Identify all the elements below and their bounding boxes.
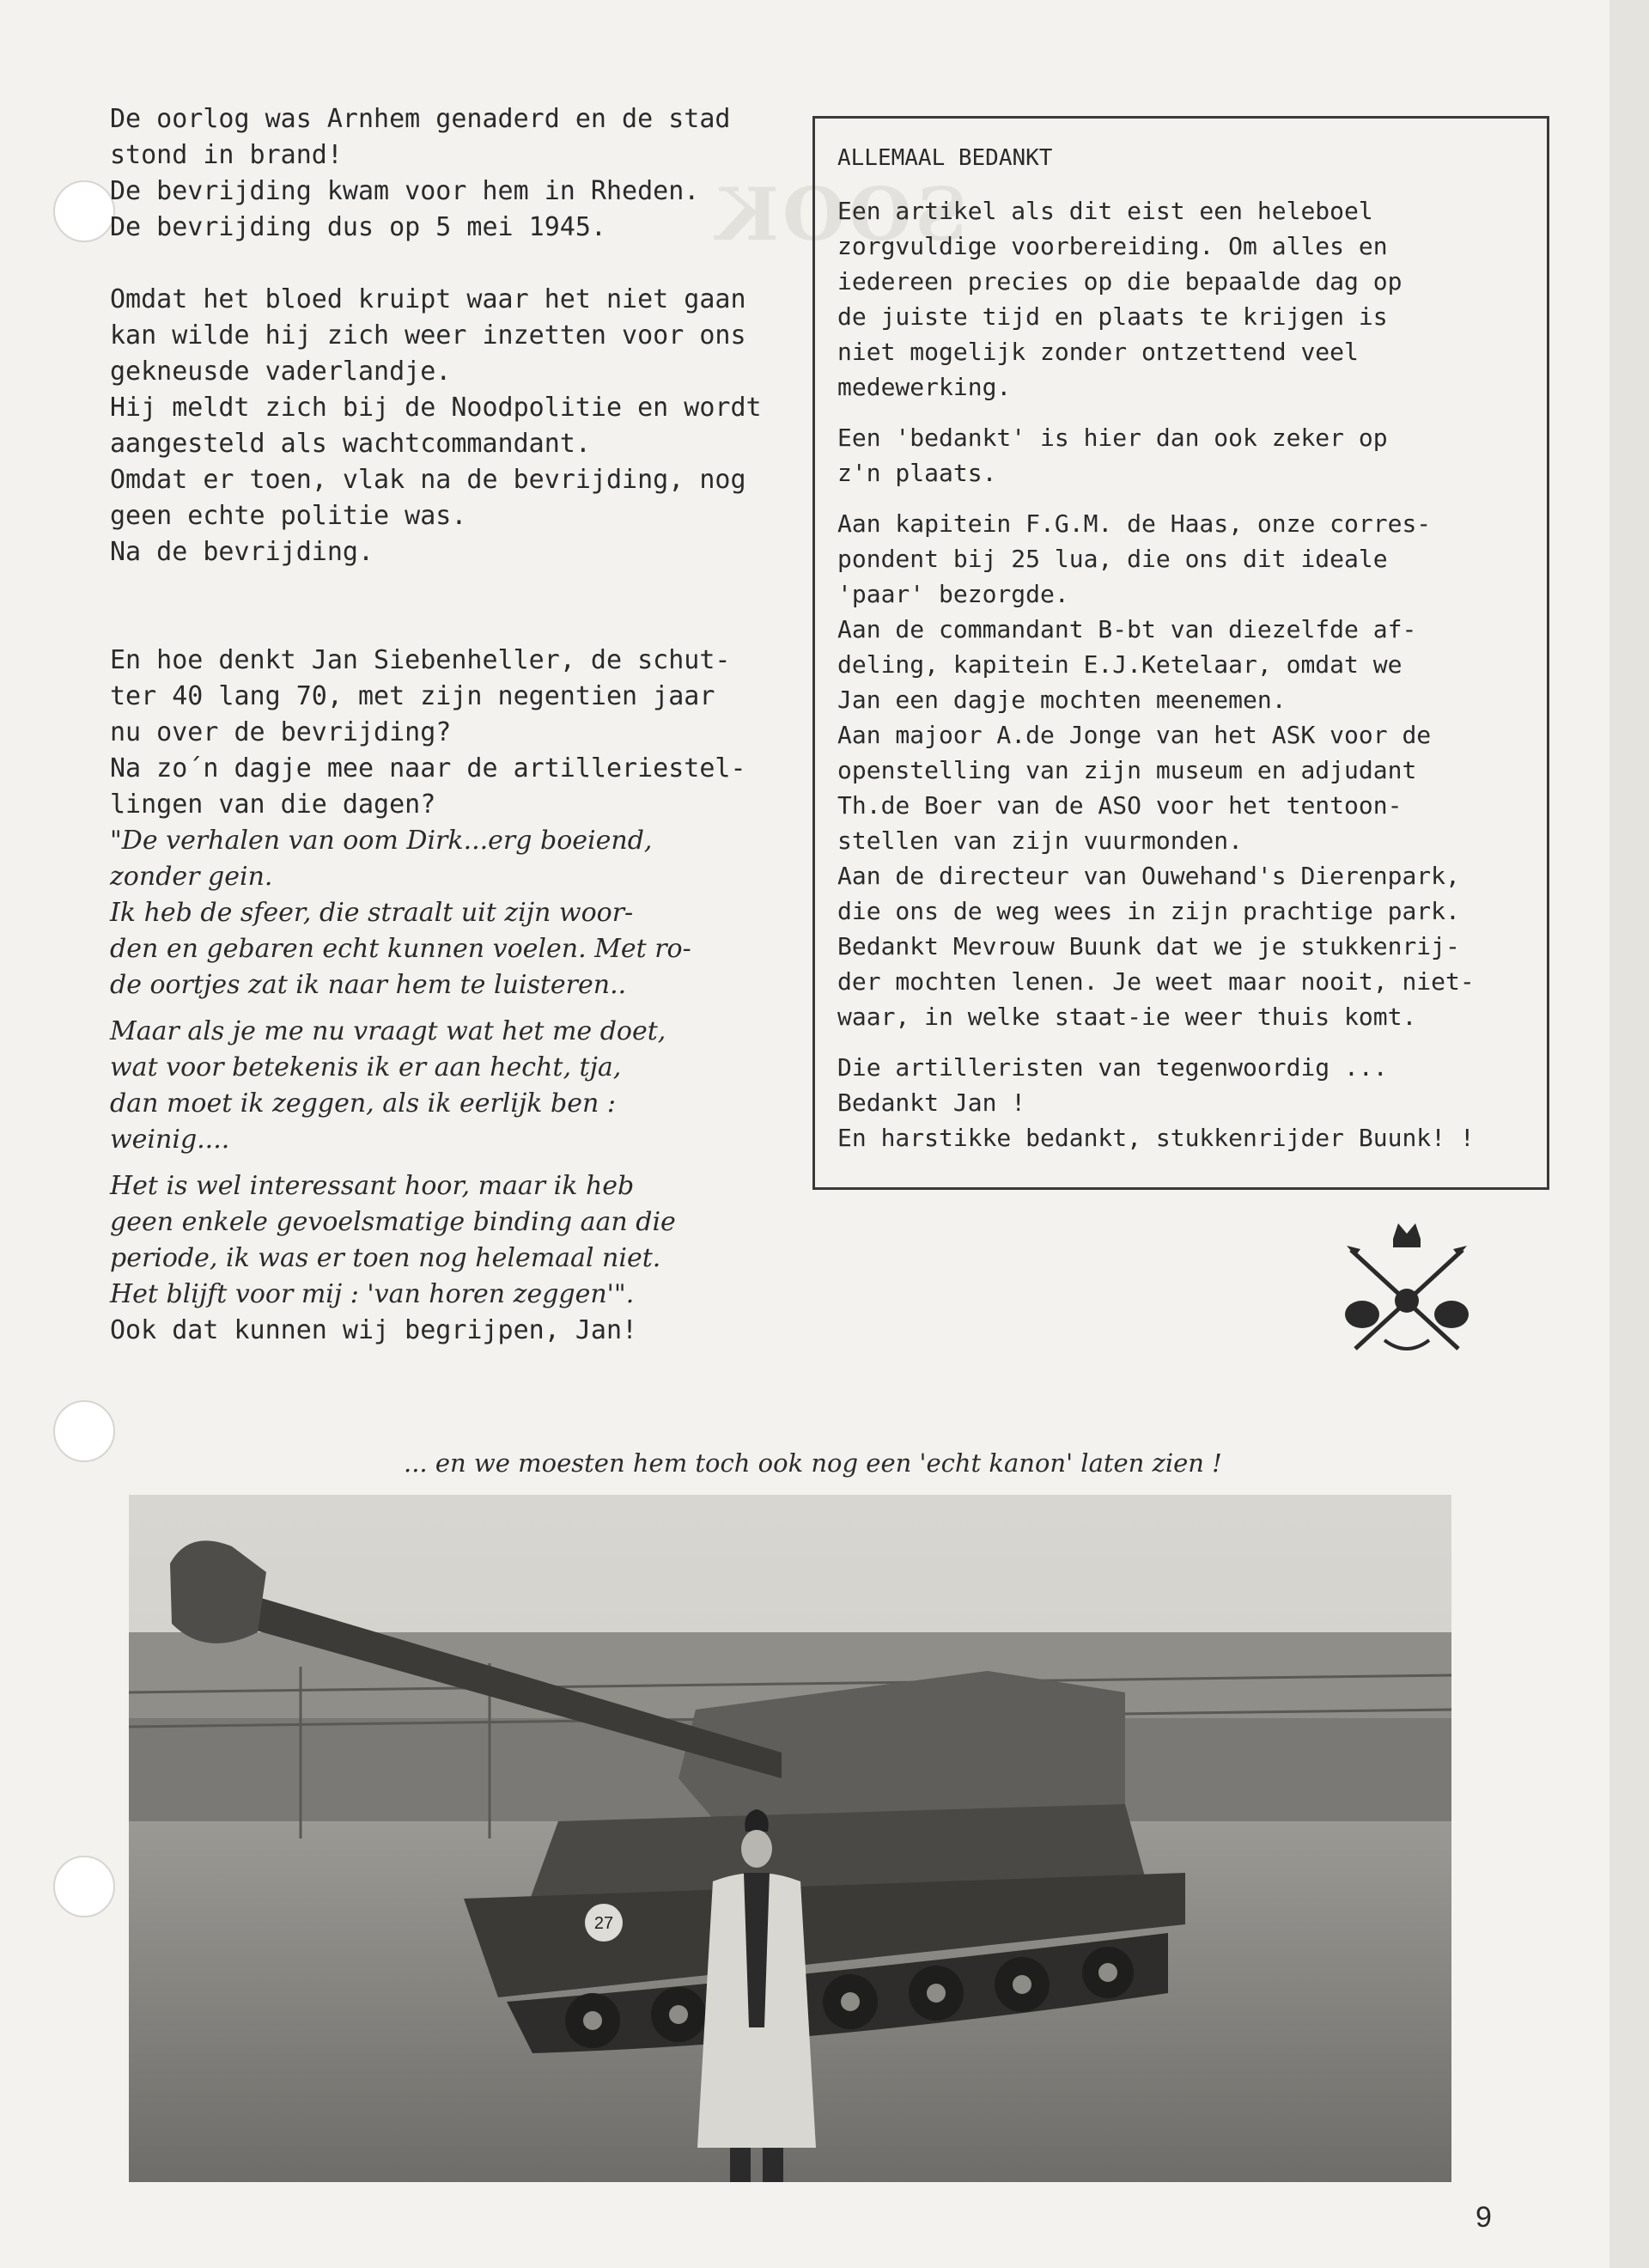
quote-stories: "De verhalen van oom Dirk...erg boeiend, zonder gein. Ik heb de sfeer, die straalt uit zijn woor- den en gebaren echt kunnen voelen. Met ro- de oortjes zat ik naar hem te luisteren..: [110, 826, 691, 1000]
quote-meaning: Maar als je me nu vraagt wat het me doet, wat voor betekenis ik er aan hecht, tja, dan moet ik zeggen, als ik eerlijk ben : weinig....: [110, 1016, 666, 1155]
paragraph-question: En hoe denkt Jan Siebenheller, de schut- ter 40 lang 70, met zijn negentien jaar nu over de bevrijding? Na zo´n dagje mee naar de artilleriestel- lingen van die dagen?: [110, 645, 746, 820]
bleed-through-decoration: SOOK: [713, 172, 968, 257]
thanks-statement: Een 'bedankt' is hier dan ook zeker op z'n plaats.: [837, 424, 1388, 487]
thanks-title: ALLEMAAL BEDANKT: [837, 145, 1053, 171]
artillery-emblem-icon: [1330, 1211, 1484, 1366]
binder-hole: [53, 180, 115, 242]
paragraph-liberation: De oorlog was Arnhem genaderd en de stad stond in brand! De bevrijding kwam voor hem in Rheden. De bevrijding dus op 5 mei 1945.: [110, 104, 731, 242]
closing-line: Ook dat kunnen wij begrijpen, Jan!: [110, 1315, 638, 1345]
binder-hole: [53, 1400, 115, 1462]
page-edge: [1609, 0, 1649, 2268]
thanks-box: [812, 116, 1549, 1190]
article-left-column: [110, 101, 814, 1385]
page-number: 9: [1476, 2201, 1492, 2234]
binder-hole: [53, 1856, 115, 1917]
thanks-list: Aan kapitein F.G.M. de Haas, onze corres- pondent bij 25 lua, die ons dit ideale 'paar' bezorgde. Aan de commandant B-bt van diezelfde af- deling, kapitein E.J.Ketelaar, omdat we Jan een dagje mochten meenemen. Aan majoor A.de Jonge van het ASK voor de openstelling van zijn museum en adjudant Th.de Boer van de ASO voor het tentoon- stellen van zijn vuurmonden. Aan de directeur van Ouwehand's Dierenpark, die ons de weg wees in zijn prachtige park. Bedankt Mevrouw Buunk dat we je stukkenrij- der mochten lenen. Je weet maar nooit, niet- waar, in welke staat-ie weer thuis komt.: [837, 509, 1475, 1031]
quote-interest: Het is wel interessant hoor, maar ik heb geen enkele gevoelsmatige binding aan die periode, ik was er toen nog helemaal niet. Het blijft voor mij : 'van horen zeggen'".: [110, 1171, 676, 1309]
photo-caption: ... en we moesten hem toch ook nog een 'echt kanon' laten zien !: [404, 1448, 1222, 1478]
thanks-closing: Die artilleristen van tegenwoordig ... Bedankt Jan ! En harstikke bedankt, stukkenrijder Buunk! !: [837, 1053, 1475, 1152]
vehicle-number: 27: [593, 1914, 614, 1933]
photo-self-propelled-howitzer: [129, 1495, 1451, 2182]
paragraph-police: Omdat het bloed kruipt waar het niet gaan kan wilde hij zich weer inzetten voor ons gekneusde vaderlandje. Hij meldt zich bij de Noodpolitie en wordt aangesteld als wachtcommandant. Omdat er toen, vlak na de bevrijding, nog geen echte politie was. Na de bevrijding.: [110, 284, 762, 567]
thanks-intro: Een artikel als dit eist een heleboel zorgvuldige voorbereiding. Om alles en iedereen precies op die bepaalde dag op de juiste tijd en plaats te krijgen is niet mogelijk zonder ontzettend veel medewerking.: [837, 197, 1403, 401]
